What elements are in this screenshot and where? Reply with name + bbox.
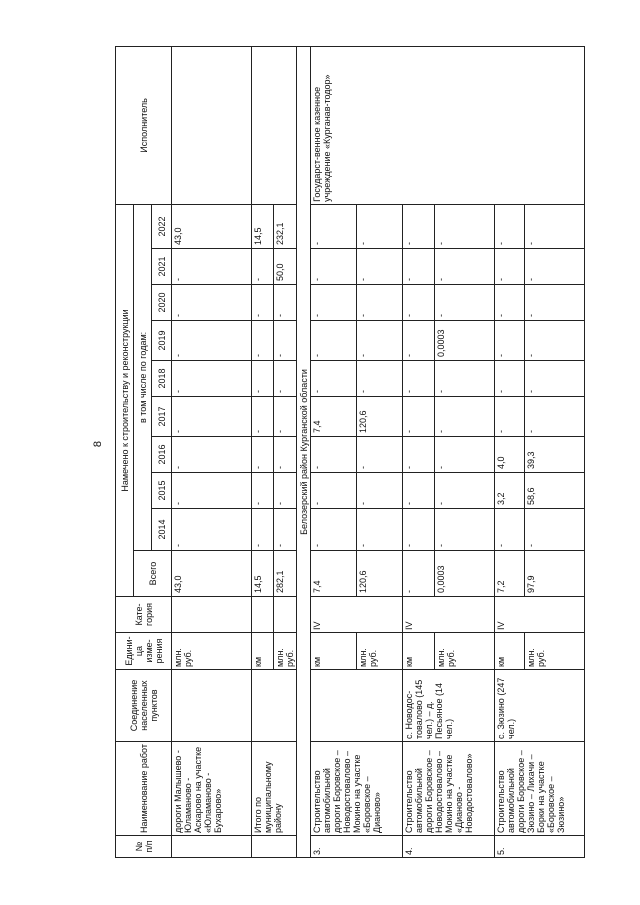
cell-year: - [525,361,585,397]
header-year: 2015 [152,473,172,509]
cell-unit: км [403,633,435,670]
cell-year: 120,6 [357,397,403,437]
header-year: 2020 [152,285,172,321]
cell-year: - [274,509,297,551]
page-number: 8 [92,440,104,448]
cell-executor [252,46,297,204]
cell-year: - [495,249,525,285]
cell-year: - [403,249,435,285]
cell-category [252,597,274,633]
cell-year: - [525,249,585,285]
cell-year: - [403,509,435,551]
cell-year: - [274,285,297,321]
cell-year: 0,0003 [435,321,495,361]
cell-year: - [357,361,403,397]
cell-year: - [495,321,525,361]
cell-year: - [172,509,252,551]
cell-year: - [357,509,403,551]
cell-year: - [525,509,585,551]
cell-year: - [495,509,525,551]
header-year: 2016 [152,437,172,473]
cell-year: - [252,397,274,437]
cell-year: - [495,285,525,321]
cell-category [172,597,252,633]
cell-year: - [311,509,357,551]
cell-year: - [172,249,252,285]
cell-year: 7,4 [311,397,357,437]
cell-year: 50,0 [274,249,297,285]
cell-year: 43,0 [172,204,252,248]
cell-connection [311,670,403,742]
cell-year: - [172,321,252,361]
cell-total: 7,2 [495,551,525,597]
cell-year: - [403,285,435,321]
cell-year: - [274,361,297,397]
cell-num: 3. [311,836,403,858]
cell-year: - [525,204,585,248]
cell-year: - [274,437,297,473]
cell-connection [172,670,252,742]
header-year: 2019 [152,321,172,361]
cell-year: - [403,473,435,509]
header-name: Наименование работ [116,742,172,836]
header-connection: Соединение населенных пунктов [116,670,172,742]
cell-year: - [435,437,495,473]
cell-year: - [172,285,252,321]
header-unit: Едини-ца изме-рения [116,633,172,670]
header-year: 2018 [152,361,172,397]
cell-year: - [172,361,252,397]
header-category: Кате-гория [116,597,172,633]
cell-year: - [172,397,252,437]
cell-year: - [311,321,357,361]
cell-num [252,836,297,858]
cell-name: дороги Малышево - Юламаново - Аскарово на участке «Юламаново - Бухарово» [172,742,252,836]
cell-unit: млн. руб. [357,633,403,670]
cell-year: - [311,361,357,397]
cell-year: - [357,204,403,248]
cell-year: 3,2 [495,473,525,509]
cell-year: - [252,437,274,473]
cell-year: - [252,473,274,509]
cell-year: - [274,321,297,361]
cell-unit: млн. руб. [525,633,585,670]
cell-unit: км [495,633,525,670]
table-row [311,46,357,857]
cell-total: 120,6 [357,551,403,597]
cell-year: - [435,249,495,285]
cell-year: - [357,285,403,321]
cell-year: - [274,397,297,437]
cell-unit: млн. руб. [274,633,297,670]
cell-year: - [435,509,495,551]
cell-year: - [403,397,435,437]
cell-year: - [311,473,357,509]
header-year: 2022 [152,204,172,248]
header-executor: Исполнитель [116,46,172,204]
cell-year: - [311,204,357,248]
cell-year: - [435,204,495,248]
road-construction-table [115,47,566,858]
cell-year: - [252,361,274,397]
cell-num [172,836,252,858]
cell-total: 14,5 [252,551,274,597]
cell-num: 4. [403,836,495,858]
cell-year: - [357,473,403,509]
table-row [172,46,252,857]
cell-total: - [403,551,435,597]
cell-year: - [252,249,274,285]
region-title: Белозерский район Курганской области [297,46,311,857]
cell-year: - [357,321,403,361]
cell-total: 0,0003 [435,551,495,597]
cell-year: - [525,321,585,361]
cell-year: - [403,437,435,473]
cell-connection [252,670,297,742]
cell-year: 232,1 [274,204,297,248]
cell-year: - [525,285,585,321]
cell-year: - [403,321,435,361]
cell-category: IV [403,597,495,633]
cell-year: - [172,473,252,509]
cell-executor: Государст-венное казенное учреждение «Курганав-тодор» [311,46,585,204]
cell-year: - [435,473,495,509]
table-row [252,46,274,857]
cell-year: - [403,204,435,248]
cell-connection: с. Новодос-товалово (145 чел.) – д. Песьяное (14 чел.) [403,670,495,742]
cell-total: 282,1 [274,551,297,597]
cell-year: - [435,285,495,321]
cell-year: - [435,361,495,397]
cell-year: - [495,397,525,437]
header-total: Всего [134,551,172,597]
cell-unit: км [311,633,357,670]
cell-year: - [252,285,274,321]
cell-year: - [435,397,495,437]
cell-category: IV [311,597,403,633]
cell-year: - [311,285,357,321]
cell-name: Строительство автомобильной дороги Боровское – Новодостовалово – Мокино на участке «Диановo - Новодостовалово» [403,742,495,836]
cell-year: - [311,249,357,285]
cell-total: 97,9 [525,551,585,597]
header-by-years: в том числе по годам: [134,204,152,550]
cell-year: - [495,361,525,397]
cell-year: - [252,321,274,361]
cell-year: - [495,204,525,248]
cell-year: 58,6 [525,473,585,509]
cell-year: - [357,437,403,473]
cell-year: 14,5 [252,204,274,248]
cell-executor [172,46,252,204]
cell-unit: млн. руб. [172,633,252,670]
cell-total: 43,0 [172,551,252,597]
cell-category [274,597,297,633]
cell-year: 4,0 [495,437,525,473]
cell-num: 5. [495,836,585,858]
cell-unit: млн. руб. [435,633,495,670]
header-year: 2017 [152,397,172,437]
cell-year: - [311,437,357,473]
cell-name: Итого по муниципальному району [252,742,297,836]
header-planned: Намечено к строительству и реконструкции [116,204,134,596]
cell-connection: с. Зюзино (247 чел.) [495,670,585,742]
cell-year: - [403,361,435,397]
cell-year: - [252,509,274,551]
header-year: 2014 [152,509,172,551]
cell-name: Строительство автомобильной дороги Боровское – Новодостовалово – Мокино на участке «Боровское – Диановo» [311,742,403,836]
cell-year: 39,3 [525,437,585,473]
cell-name: Строительство автомобильной дороги Боровское – Зюзино – Лихачи – Борки на участке «Боровское – Зюзино» [495,742,585,836]
cell-unit: км [252,633,274,670]
cell-category: IV [495,597,585,633]
cell-total: 7,4 [311,551,357,597]
cell-year: - [357,249,403,285]
cell-year: - [274,473,297,509]
header-year: 2021 [152,249,172,285]
rotated-table-wrapper [115,47,566,858]
cell-year: - [525,397,585,437]
header-num: № п/п [116,836,172,858]
cell-year: - [172,437,252,473]
